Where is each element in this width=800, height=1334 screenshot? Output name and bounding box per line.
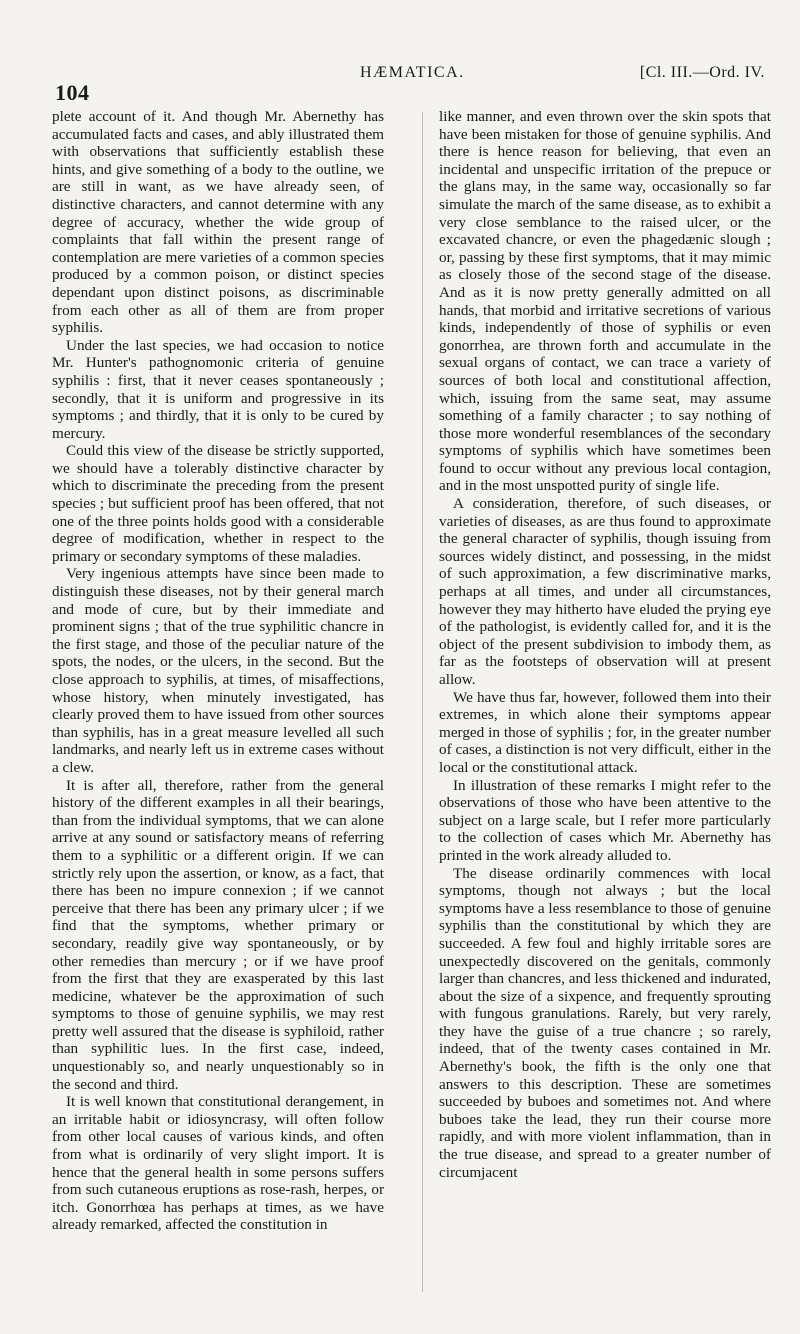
paragraph: like manner, and even thrown over the skin spots that have been mistaken for those of genuine syphilis. And there is hence reason for believing, that even an incidental and unspecific irritation of the prepuce or the glans may, in the same way, occasionally so far simulate the march of the same disease, as to exhibit a very close semblance to the raised ulcer, or the excavated chancre, or even the phagedænic slough ; or, passing by these first symptoms, that it may mimic as closely those of the second stage of the disease. And as it is now pretty generally admitted on all hands, that morbid and irritative secretions of various kinds, independently of those of syphilis or even gonorrhea, are thrown forth and accumulate in the sexual organs of contact, we can trace a variety of sources of both local and constitutional affection, which, issuing from the same seat, may assume something of a family character ; to say nothing of those more wonderful resemblances of the secondary symptoms of syphilis which have sometimes been found to occur without any previous local contagion, and in the most unspotted purity of single life. — [439, 108, 771, 495]
paragraph: Under the last species, we had occasion to notice Mr. Hunter's pathognomonic criteria of genuine syphilis : first, that it never ceases spontaneously ; secondly, that it is uniform and progressive in its symptoms ; and thirdly, that it is only to be cured by mercury. — [52, 336, 384, 442]
paragraph: plete account of it. And though Mr. Abernethy has accumulated facts and cases, and ably illustrated them with observations that sufficiently establish these hints, and give something of a body to the outline, we are still in want, as we have already seen, of distinctive characters, and cannot determine with any degree of accuracy, whether the wide group of complaints that fall within the present range of contemplation are mere varieties of a common species produced by a common poison, or distinct species dependant upon distinct poisons, as discriminable from each other as all of them are from proper syphilis. — [52, 108, 384, 337]
section-reference: [Cl. III.—Ord. IV. — [639, 64, 765, 81]
page-number: 104 — [55, 80, 90, 105]
paragraph: The disease ordinarily commences with local symptoms, though not always ; but the local symptoms have a less resemblance to those of genuine syphilis than the constitutional by which they are succeeded. A few foul and highly irritable sores are unexpectedly discovered on the genitals, commonly larger than chancres, and less thickened and indurated, about the size of a sixpence, and frequently sprouting with fungous granulations. Rarely, but very rarely, they have the guise of a true chancre ; so rarely, indeed, that of the twenty cases contained in Mr. Abernethy's book, the fifth is the only one that answers to this description. These are sometimes succeeded by buboes and sometimes not. And where buboes take the lead, they run their course more rapidly, and with more violent inflammation, than in the true disease, and spread to a greater number of circumjacent — [439, 864, 771, 1181]
right-column — [439, 108, 771, 1298]
paragraph: Very ingenious attempts have since been made to distinguish these diseases, not by their general march and mode of cure, but by their immediate and prominent signs ; that of the true syphilitic chancre in the first stage, and those of the peculiar nature of the spots, the nodes, or the ulcers, in the second. But the close approach to syphilis, at times, of misaffections, whose history, when minutely investigated, has clearly proved them to have issued from other sources than syphilis, has in a great measure levelled all such landmarks, and nearly left us in extreme cases without a clew. — [52, 565, 384, 776]
page-header — [50, 62, 765, 106]
paragraph: In illustration of these remarks I might refer to the observations of those who have been attentive to the subject on a large scale, but I refer more particularly to the collection of cases which Mr. Abernethy has printed in the work already alluded to. — [439, 776, 771, 864]
running-title: HÆMATICA. — [360, 64, 465, 81]
paragraph: A consideration, therefore, of such diseases, or varieties of diseases, as are thus found to approximate the general character of syphilis, though issuing from sources widely distinct, and possessing, in the midst of such approximation, a few discriminative marks, perhaps at all times, and under all circumstances, however they may hitherto have eluded the prying eye of the pathologist, is evidently called for, and it is the object of the present subdivision to imbody them, as far as the footsteps of observation will at present allow. — [439, 495, 771, 688]
paragraph: Could this view of the disease be strictly supported, we should have a tolerably distinctive character by which to discriminate the preceding from the present species ; but sufficient proof has been offered, that not one of the three points holds good with a considerable degree of modification, whether in respect to the primary or secondary symptoms of these maladies. — [52, 442, 384, 565]
paragraph: It is after all, therefore, rather from the general history of the different examples in all their bearings, than from the individual symptoms, that we can alone arrive at any sound or satisfactory means of referring them to a syphilitic or a different origin. If we can strictly rely upon the assertion, or know, as a fact, that there has been no impure connexion ; if we cannot perceive that there has been any primary ulcer ; if we find that the symptoms, whether primary or secondary, readily give way spontaneously, or by other remedies than mercury ; or if we have proof from the first that they are exasperated by this last medicine, whatever be the approximation of such symptoms to those of genuine syphilis, we may rest pretty well assured that the disease is syphiloid, rather than syphilitic lues. In the first case, indeed, unquestionably so, and nearly unquestionably so in the second and third. — [52, 776, 384, 1093]
paragraph: We have thus far, however, followed them into their extremes, in which alone their symptoms appear merged in those of syphilis ; for, in the greater number of cases, a distinction is not very difficult, either in the local or the constitutional attack. — [439, 688, 771, 776]
left-column — [52, 108, 384, 1298]
column-divider — [422, 112, 423, 1292]
paragraph: It is well known that constitutional derangement, in an irritable habit or idiosyncrasy, will often follow from other local causes of various kinds, and often from what is ordinarily of very slight import. It is hence that the general health in some persons suffers from such cutaneous eruptions as rose-rash, herpes, or itch. Gonorrhœa has perhaps at times, as we have already remarked, affected the constitution in — [52, 1093, 384, 1234]
